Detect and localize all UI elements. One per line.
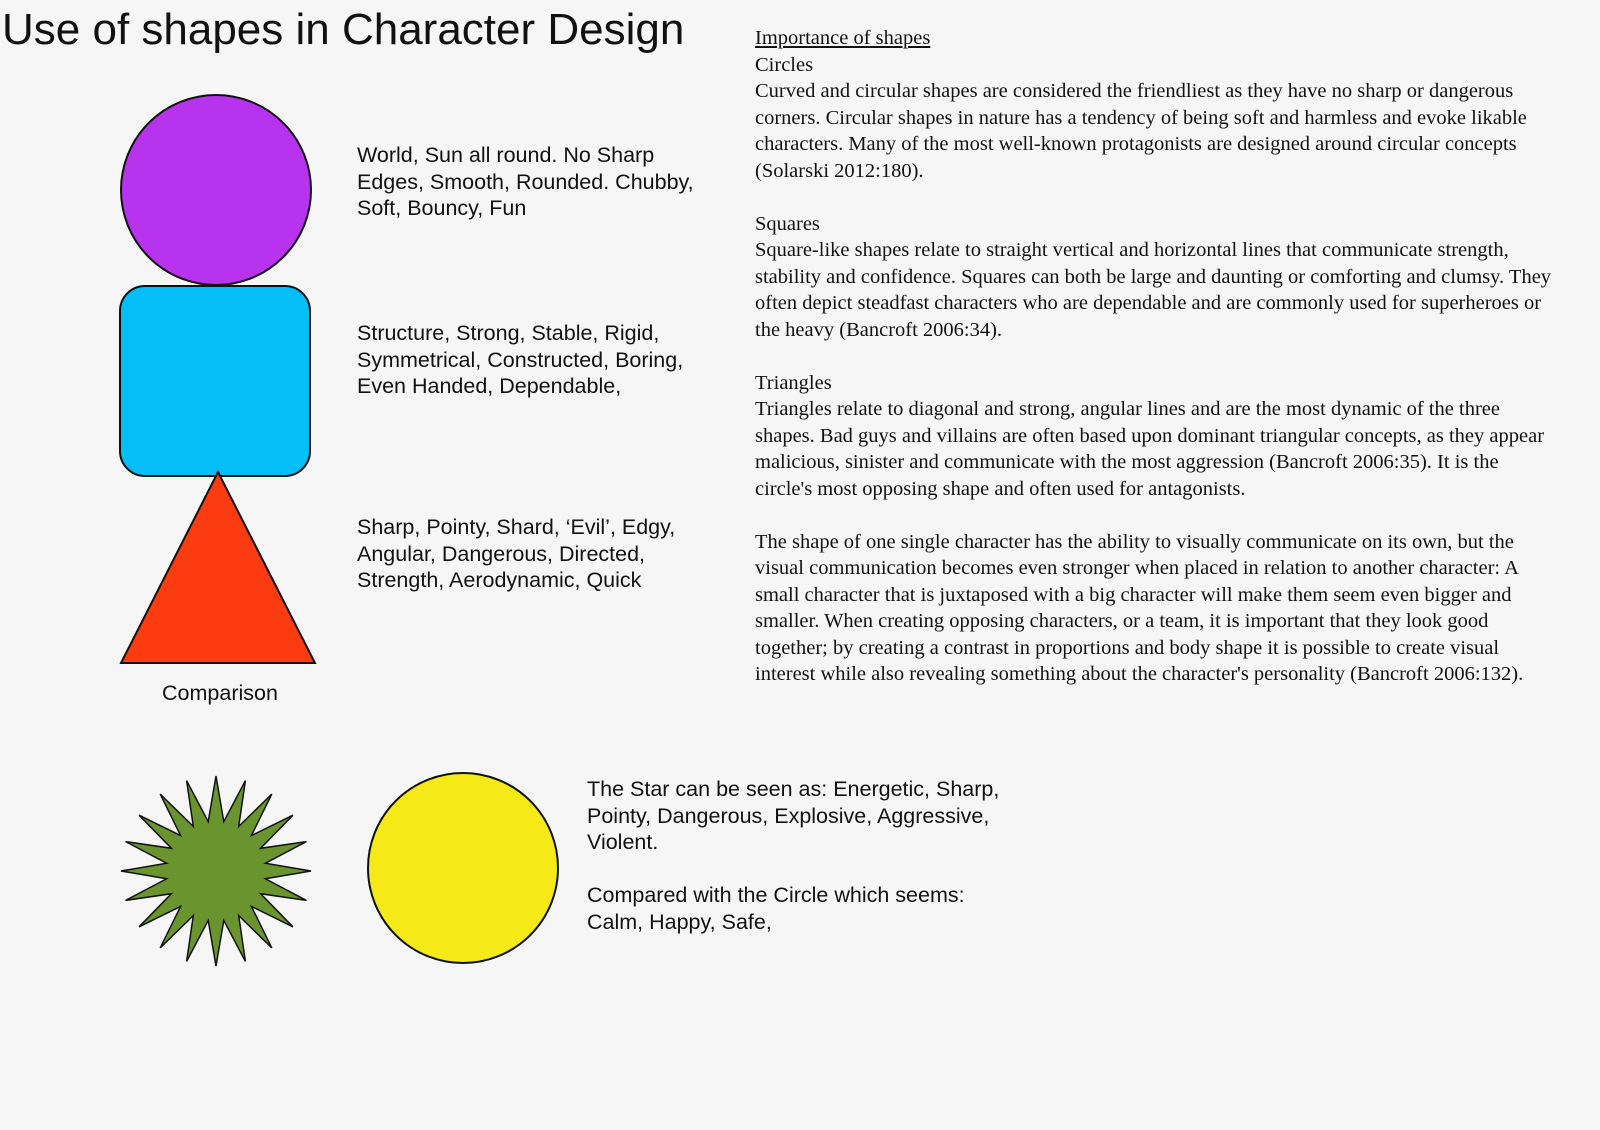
triangle-description: Sharp, Pointy, Shard, ‘Evil’, Edgy, Angular, Dangerous, Directed, Strength, Aerodynamic, Quick: [357, 515, 676, 592]
red-triangle-icon: [118, 470, 318, 666]
purple-circle-icon: [118, 92, 314, 288]
yellow-circle-icon: [365, 770, 561, 966]
closing-text: The shape of one single character has the ability to visually communicate on its own, but the visual communication becomes even stronger when placed in relation to another character: A small character that is juxtaposed with a big character will make them seem even bigger and smaller. When creating opposing characters, or a team, it is important that they look good together; by creating a contrast in proportions and body shape it is possible to create visual interest while also revealing something about the character's personality (Bancroft 2006:132).: [755, 530, 1524, 685]
triangles-text: Triangles relate to diagonal and strong, angular lines and are the most dynamic of the three shapes. Bad guys and villains are often based upon dominant triangular concepts, as they appear malicious, sinister and communicate with the most aggression (Bancroft 2006:35). It is the circle's most opposing shape and often used for antagonists.: [755, 398, 1545, 500]
squares-text: Square-like shapes relate to straight vertical and horizontal lines that communicate strength, stability and confidence. Squares can both be large and daunting or comforting and clumsy. They often depict steadfast characters who are dependable and are commonly used for superheroes or the heavy (Bancroft 2006:34).: [755, 239, 1552, 341]
circles-text: Curved and circular shapes are considered the friendliest as they have no sharp or dangerous corners. Circular shapes in nature has a tendency of being soft and harmless and evoke likable characters. Many of the most well-known protagonists are designed around circular concepts (Solarski 2012:180).: [755, 80, 1527, 182]
essay-heading: Importance of shapes: [755, 27, 931, 49]
page-title: Use of shapes in Character Design: [2, 5, 685, 54]
star-text: The Star can be seen as: Energetic, Sharp, Pointy, Dangerous, Explosive, Aggressive, Violent.: [587, 777, 1000, 854]
circle-text: Compared with the Circle which seems: Calm, Happy, Safe,: [587, 883, 965, 934]
green-star-burst-icon: [118, 773, 314, 969]
square-description: Structure, Strong, Stable, Rigid, Symmetrical, Constructed, Boring, Even Handed, Dependable,: [357, 321, 684, 398]
circle-description: World, Sun all round. No Sharp Edges, Smooth, Rounded. Chubby, Soft, Bouncy, Fun: [357, 143, 694, 220]
blue-rounded-square-icon: [118, 284, 314, 480]
circles-title: Circles: [755, 53, 814, 76]
comparison-label: Comparison: [162, 681, 278, 705]
star-comparison-text: [587, 776, 1007, 935]
essay-panel: [755, 25, 1555, 688]
triangles-title: Triangles: [755, 371, 832, 394]
squares-title: Squares: [755, 212, 820, 235]
